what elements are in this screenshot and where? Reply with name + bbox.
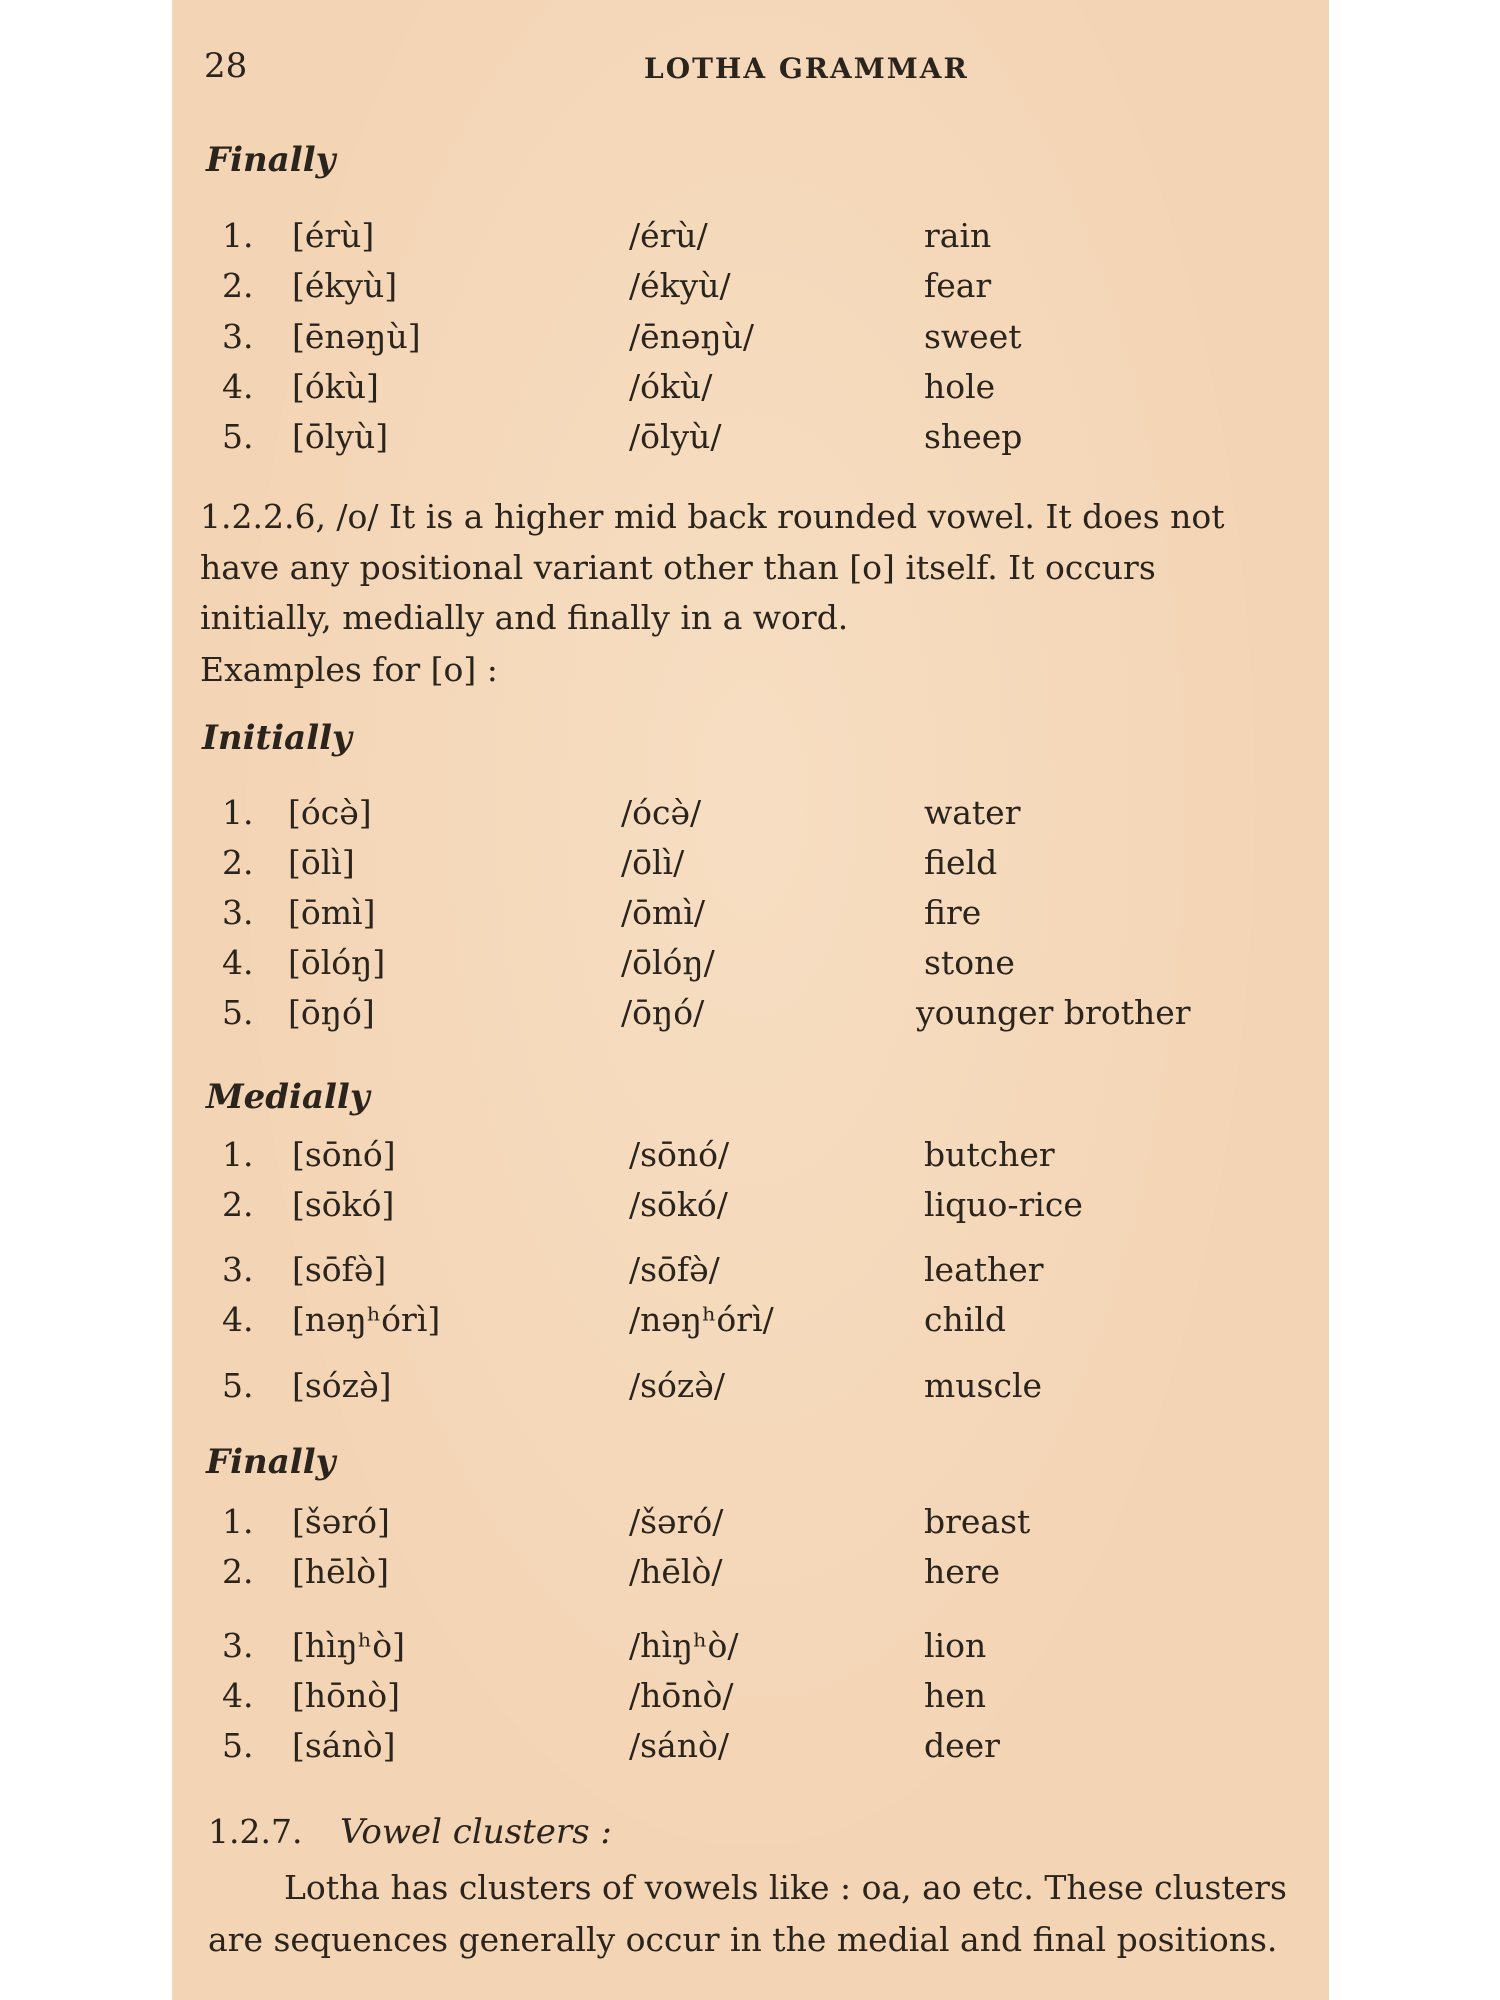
gloss: fire	[924, 893, 982, 932]
row-number: 1.	[222, 1502, 254, 1541]
phonetic-form: [sōkó]	[292, 1185, 395, 1224]
row-number: 2.	[222, 1552, 254, 1591]
gloss: sheep	[924, 417, 1023, 456]
phonemic-form: /sózə̀/	[629, 1366, 725, 1405]
phonemic-form: /ōŋó/	[621, 993, 705, 1032]
row-number: 3.	[222, 317, 254, 356]
phonetic-form: [hēlò]	[292, 1552, 389, 1591]
row-number: 5.	[222, 1726, 254, 1765]
row-number: 2.	[222, 1185, 254, 1224]
phonemic-form: /ōlóŋ/	[621, 943, 715, 982]
phonetic-form: [ócə̀]	[288, 793, 372, 832]
row-number: 3.	[222, 1626, 254, 1665]
phonetic-form: [sōnó]	[292, 1135, 396, 1174]
phonetic-form: [sózə̀]	[292, 1366, 392, 1405]
example-row	[172, 893, 1329, 941]
gloss: butcher	[924, 1135, 1055, 1174]
gloss: younger brother	[916, 993, 1191, 1032]
gloss: sweet	[924, 317, 1022, 356]
phonemic-form: /nəŋʰórì/	[629, 1300, 774, 1339]
gloss: muscle	[924, 1366, 1043, 1405]
example-row	[172, 993, 1329, 1041]
gloss: stone	[924, 943, 1015, 982]
phonetic-form: [ókù]	[292, 367, 379, 406]
phonemic-form: /hēlò/	[629, 1552, 723, 1591]
row-number: 1.	[222, 1135, 254, 1174]
gloss: hen	[924, 1676, 987, 1715]
phonemic-form: /ōlyù/	[629, 417, 722, 456]
gloss: hole	[924, 367, 996, 406]
gloss: rain	[924, 216, 992, 255]
section-title: Vowel clusters :	[340, 1812, 612, 1852]
row-number: 5.	[222, 1366, 254, 1405]
row-number: 5.	[222, 993, 254, 1032]
example-row	[172, 1726, 1329, 1774]
example-row	[172, 1676, 1329, 1724]
gloss: leather	[924, 1250, 1044, 1289]
gloss: liquo-rice	[924, 1185, 1083, 1224]
page-number: 28	[204, 46, 248, 86]
example-row	[172, 367, 1329, 415]
row-number: 4.	[222, 943, 254, 982]
example-row	[172, 317, 1329, 365]
phonetic-form: [ōmì]	[288, 893, 376, 932]
example-row	[172, 1135, 1329, 1183]
example-row	[172, 1626, 1329, 1674]
heading-medially: Medially	[206, 1077, 370, 1117]
gloss: field	[924, 843, 998, 882]
example-row	[172, 417, 1329, 465]
paragraph-line: are sequences generally occur in the medial and final positions.	[208, 1920, 1278, 1959]
heading-finally: Finally	[206, 140, 336, 180]
phonemic-form: /hōnò/	[629, 1676, 734, 1715]
phonemic-form: /šəró/	[629, 1502, 724, 1541]
gloss: child	[924, 1300, 1006, 1339]
example-row	[172, 1185, 1329, 1233]
example-row	[172, 266, 1329, 314]
phonetic-form: [hìŋʰò]	[292, 1626, 405, 1665]
paragraph-line: initially, medially and finally in a word.	[200, 598, 849, 637]
example-row	[172, 943, 1329, 991]
gloss: water	[924, 793, 1021, 832]
paragraph-line: 1.2.2.6, /o/ It is a higher mid back rounded vowel. It does not	[200, 497, 1225, 536]
book-page	[172, 0, 1329, 2000]
phonetic-form: [ēnəŋù]	[292, 317, 421, 356]
row-number: 1.	[222, 216, 254, 255]
phonetic-form: [nəŋʰórì]	[292, 1300, 441, 1339]
gloss: lion	[924, 1626, 987, 1665]
phonetic-form: [šəró]	[292, 1502, 390, 1541]
row-number: 1.	[222, 793, 254, 832]
phonemic-form: /ōmì/	[621, 893, 705, 932]
gloss: here	[924, 1552, 1001, 1591]
heading-initially: Initially	[202, 718, 352, 758]
paragraph-line: have any positional variant other than [o] itself. It occurs	[200, 548, 1156, 587]
example-row	[172, 1300, 1329, 1348]
row-number: 3.	[222, 893, 254, 932]
row-number: 3.	[222, 1250, 254, 1289]
phonemic-form: /ócə̀/	[621, 793, 702, 832]
phonemic-form: /sánò/	[629, 1726, 729, 1765]
phonetic-form: [érù]	[292, 216, 375, 255]
example-row	[172, 1366, 1329, 1414]
phonemic-form: /ēnəŋù/	[629, 317, 755, 356]
phonemic-form: /sōfə̀/	[629, 1250, 720, 1289]
paragraph-line: Examples for [o] :	[200, 650, 498, 689]
example-row	[172, 1502, 1329, 1550]
row-number: 4.	[222, 367, 254, 406]
phonemic-form: /ōlì/	[621, 843, 685, 882]
phonemic-form: /ókù/	[629, 367, 713, 406]
gloss: breast	[924, 1502, 1031, 1541]
example-row	[172, 216, 1329, 264]
phonetic-form: [ékyù]	[292, 266, 398, 305]
example-row	[172, 793, 1329, 841]
phonemic-form: /ékyù/	[629, 266, 731, 305]
phonetic-form: [ōlyù]	[292, 417, 389, 456]
gloss: deer	[924, 1726, 1000, 1765]
phonetic-form: [hōnò]	[292, 1676, 400, 1715]
gloss: fear	[924, 266, 992, 305]
phonetic-form: [sōfə̀]	[292, 1250, 387, 1289]
phonemic-form: /sōnó/	[629, 1135, 730, 1174]
phonemic-form: /érù/	[629, 216, 708, 255]
row-number: 2.	[222, 266, 254, 305]
phonemic-form: /hìŋʰò/	[629, 1626, 739, 1665]
example-row	[172, 1250, 1329, 1298]
row-number: 2.	[222, 843, 254, 882]
phonetic-form: [ōŋó]	[288, 993, 375, 1032]
heading-finally: Finally	[206, 1442, 336, 1482]
running-title: LOTHA GRAMMAR	[644, 52, 969, 85]
row-number: 5.	[222, 417, 254, 456]
phonetic-form: [sánò]	[292, 1726, 396, 1765]
phonemic-form: /sōkó/	[629, 1185, 728, 1224]
section-number: 1.2.7.	[208, 1812, 303, 1851]
row-number: 4.	[222, 1676, 254, 1715]
phonetic-form: [ōlì]	[288, 843, 355, 882]
example-row	[172, 843, 1329, 891]
row-number: 4.	[222, 1300, 254, 1339]
phonetic-form: [ōlóŋ]	[288, 943, 386, 982]
paragraph-line: Lotha has clusters of vowels like : oa, ao etc. These clusters	[284, 1868, 1287, 1907]
example-row	[172, 1552, 1329, 1600]
